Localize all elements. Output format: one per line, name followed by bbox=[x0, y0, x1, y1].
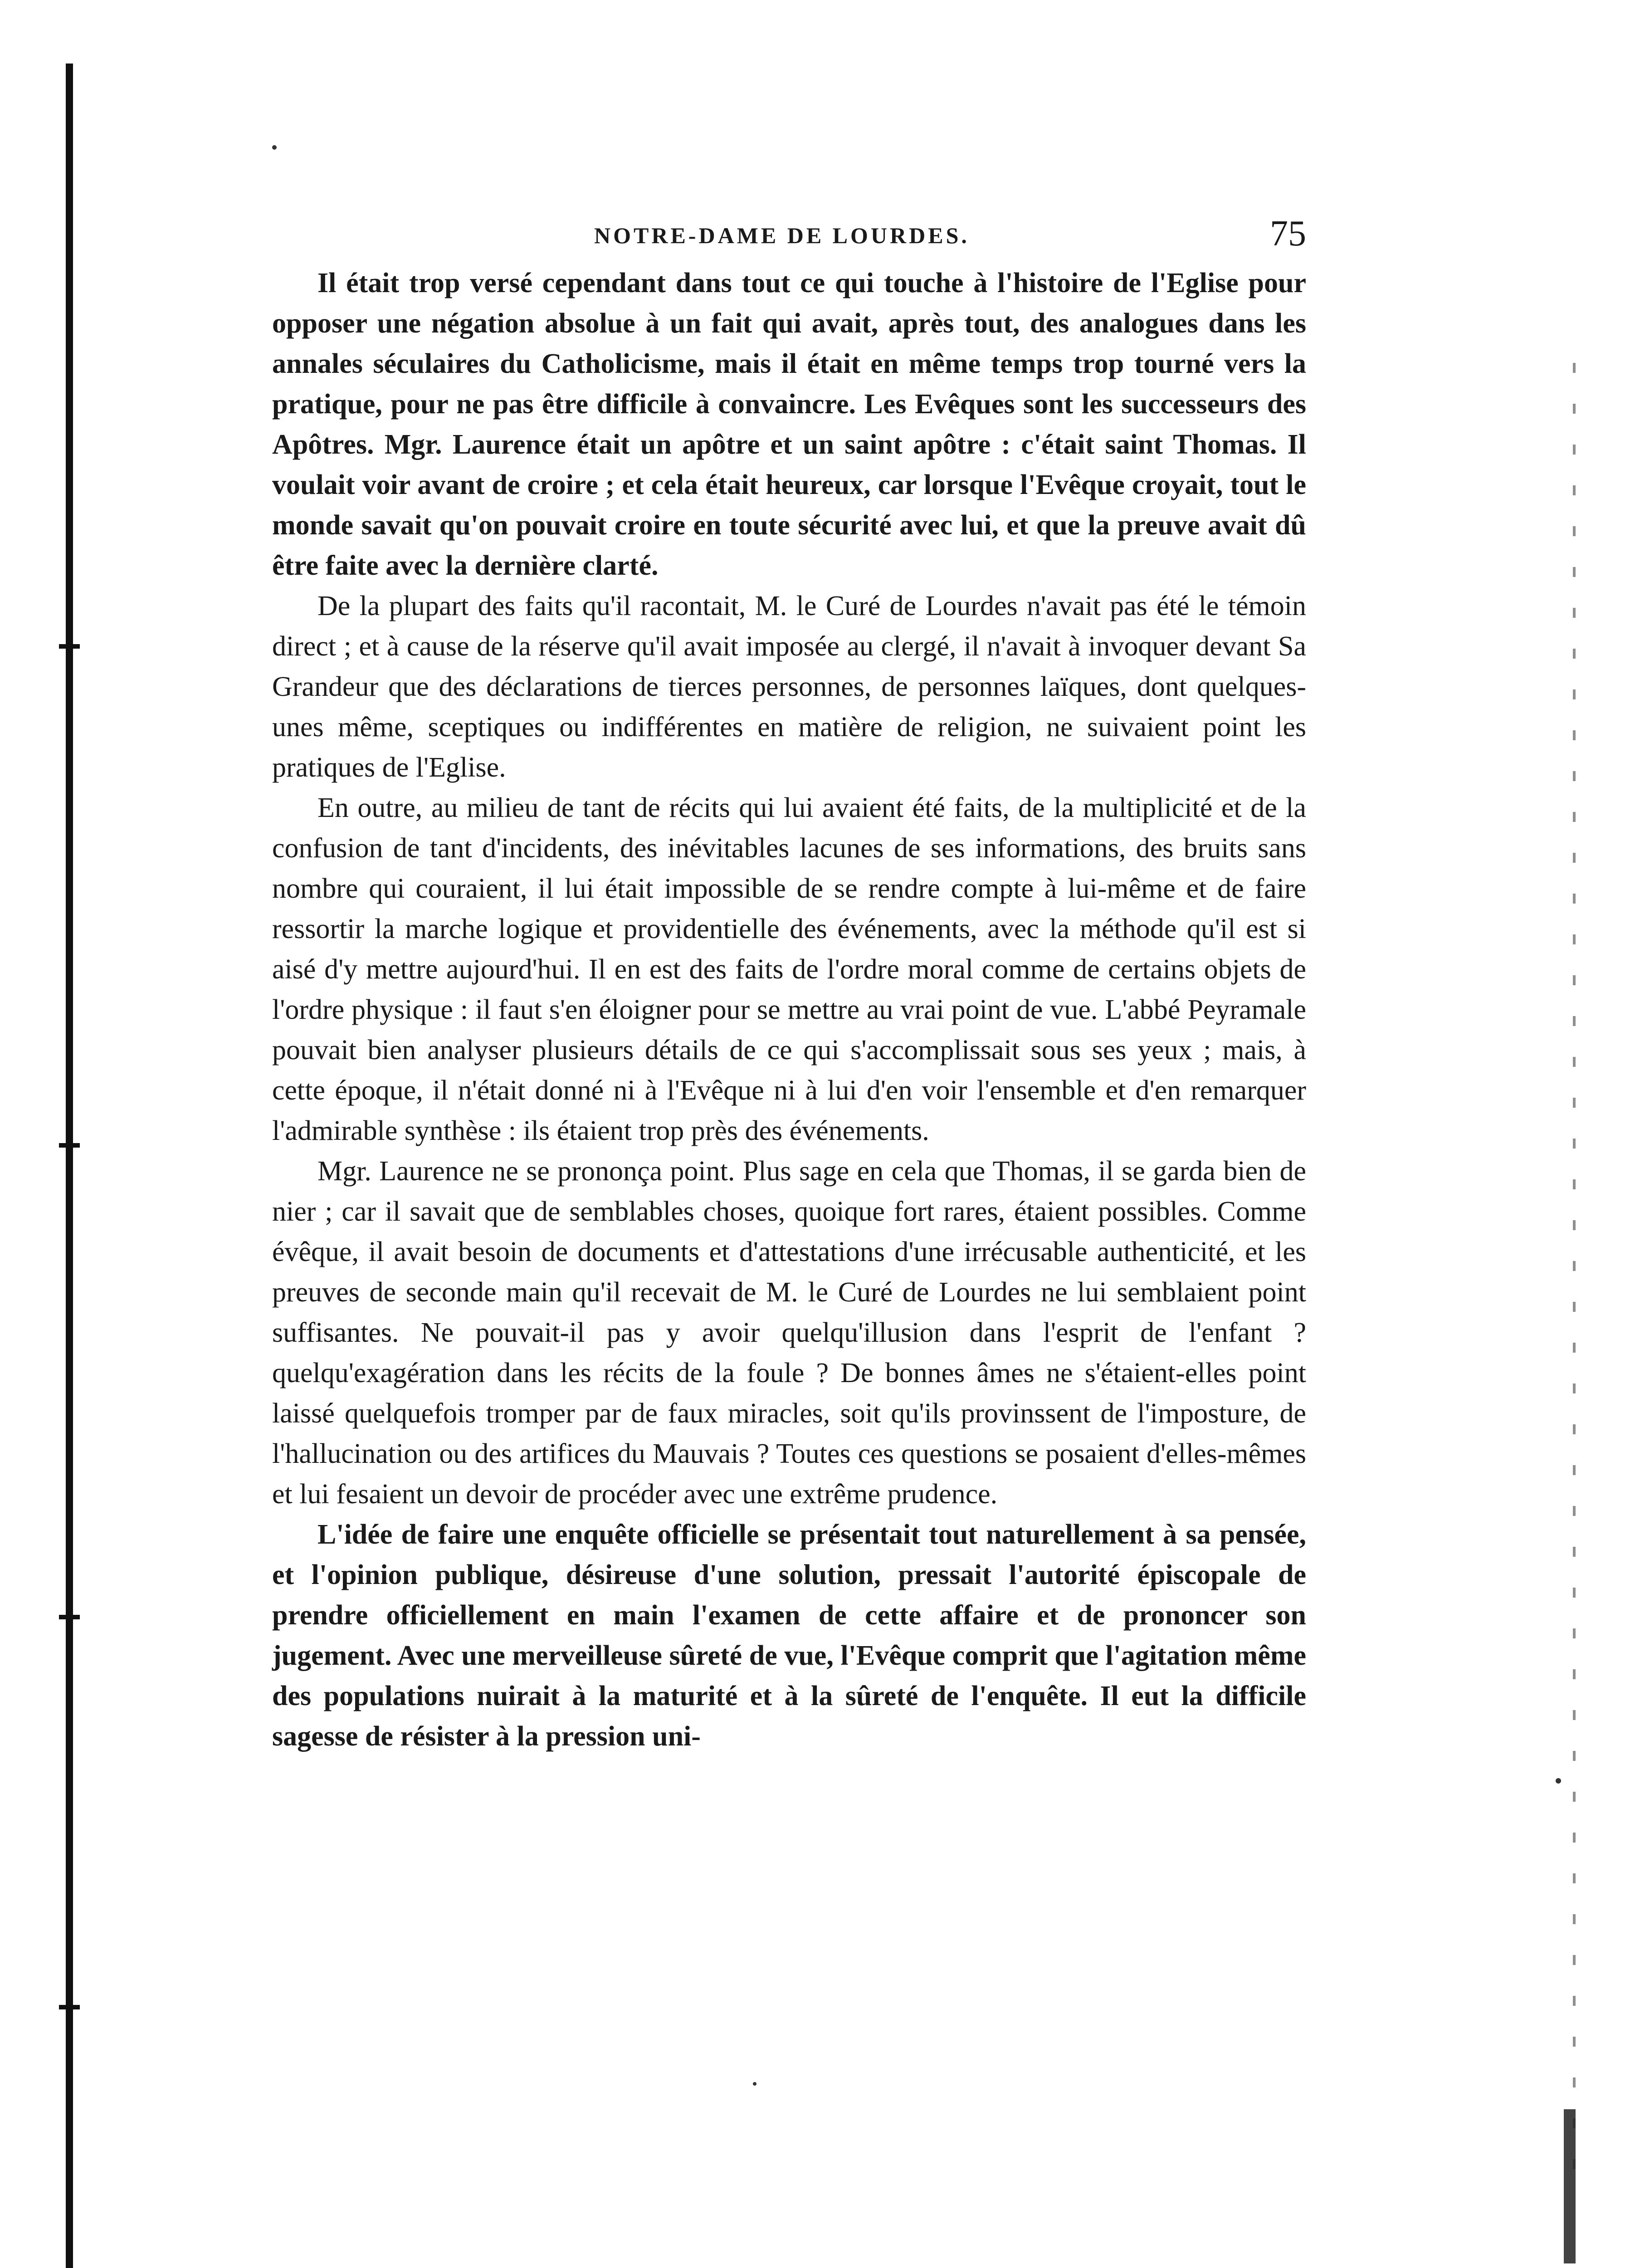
running-header bbox=[272, 213, 1306, 263]
scan-speck bbox=[1556, 1778, 1561, 1784]
paragraph-5: L'idée de faire une enquête officielle se présentait tout naturellement à sa pensée, et l'opinion publique, désireuse d'une solution, pressait l'autorité épiscopale de prendre officiellement en main l'examen de cette affaire et de prononcer son jugement. Avec une merveilleuse sûreté de vue, l'Evêque comprit que l'agitation même des populations nuirait à la maturité et à la sûreté de l'enquête. Il eut la difficile sagesse de résister à la pression uni- bbox=[272, 1519, 1306, 1752]
binding-mark bbox=[59, 644, 80, 649]
binding-mark bbox=[59, 2005, 80, 2009]
right-page-edge-shadow bbox=[1564, 2109, 1576, 2263]
running-title: NOTRE-DAME DE LOURDES. bbox=[594, 223, 970, 248]
paragraph-1: Il était trop versé cependant dans tout ce qui touche à l'histoire de l'Eglise pour opposer une négation absolue à un fait qui avait, après tout, des analogues dans les annales séculaires du Catholicisme, mais il était en même temps trop tourné vers la pratique, pour ne pas être difficile à convaincre. Les Evêques sont les successeurs des Apôtres. Mgr. Laurence était un apôtre et un saint apôtre : c'était saint Thomas. Il voulait voir avant de croire ; et cela était heureux, car lorsque l'Evêque croyait, tout le monde savait qu'on pouvait croire en toute sécurité avec lui, et que la preuve avait dû être faite avec la dernière clarté. bbox=[272, 268, 1306, 581]
binding-mark bbox=[59, 1143, 80, 1148]
paragraph-2: De la plupart des faits qu'il racontait, M. le Curé de Lourdes n'avait pas été le témoin direct ; et à cause de la réserve qu'il avait imposée au clergé, il n'avait à invoquer devant Sa Grandeur que des déclarations de tierces personnes, de personnes laïques, dont quelques-unes même, sceptiques ou indifférentes en matière de religion, ne suivaient point les pratiques de l'Eglise. bbox=[272, 591, 1306, 783]
paragraph-3: En outre, au milieu de tant de récits qui lui avaient été faits, de la multiplicité et de la confusion de tant d'incidents, des inévitables lacunes de ses informations, des bruits sans nombre qui couraient, il lui était impossible de se rendre compte à lui-même et de faire ressortir la marche logique et providentielle des événements, avec la méthode qu'il est si aisé d'y mettre aujourd'hui. Il en est des faits de l'ordre moral comme de certains objets de l'ordre physique : il faut s'en éloigner pour se mettre au vrai point de vue. L'abbé Peyramale pouvait bien analyser plusieurs détails de ce qui s'accomplissait sous ses yeux ; mais, à cette époque, il n'était donné ni à l'Evêque ni à lui d'en voir l'ensemble et d'en remarquer l'admirable synthèse : ils étaient trop près des événements. bbox=[272, 792, 1306, 1146]
book-page bbox=[272, 213, 1306, 1757]
scan-speck bbox=[753, 2082, 756, 2086]
page-number: 75 bbox=[1270, 214, 1306, 254]
binding-mark bbox=[59, 1615, 80, 1619]
page-binding-edge bbox=[66, 64, 73, 2268]
paragraph-4: Mgr. Laurence ne se prononça point. Plus sage en cela que Thomas, il se garda bien de nier ; car il savait que de semblables choses, quoique fort rares, étaient possibles. Comme évêque, il avait besoin de documents et d'attestations d'une irrécusable authenticité, et les preuves de seconde main qu'il recevait de M. le Curé de Lourdes ne lui semblaient point suffisantes. Ne pouvait-il pas y avoir quelqu'illusion dans l'esprit de l'enfant ? quelqu'exagération dans les récits de la foule ? De bonnes âmes ne s'étaient-elles point laissé quelquefois tromper par de faux miracles, soit qu'ils provinssent de l'imposture, de l'hallucination ou des artifices du Mauvais ? Toutes ces questions se posaient d'elles-mêmes et lui fesaient un devoir de procéder avec une extrême prudence. bbox=[272, 1156, 1306, 1510]
right-page-edge bbox=[1573, 363, 1576, 2177]
scan-speck bbox=[272, 145, 277, 150]
body-text bbox=[272, 263, 1306, 1757]
